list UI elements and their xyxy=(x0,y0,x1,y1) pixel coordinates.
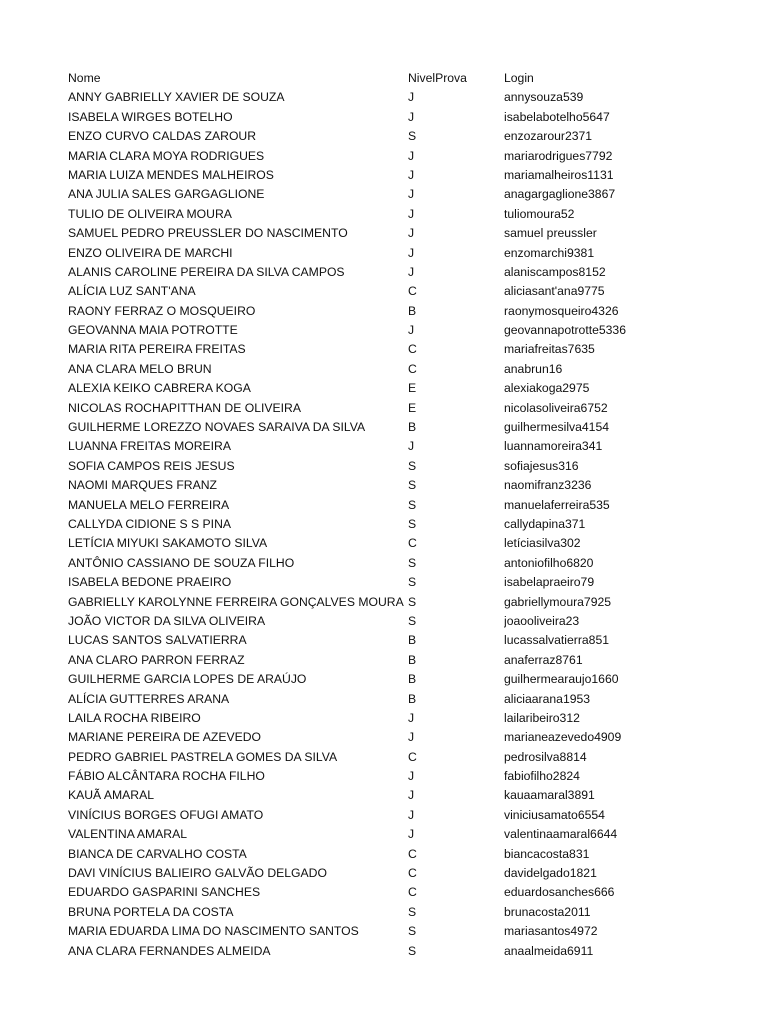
table-row xyxy=(68,437,748,456)
student-table xyxy=(68,69,748,961)
cell-nivel-prova: C xyxy=(408,866,417,881)
table-row xyxy=(68,302,748,321)
cell-login: samuel preussler xyxy=(504,226,597,241)
cell-login: anaferraz8761 xyxy=(504,652,583,667)
cell-nome: GABRIELLY KAROLYNNE FERREIRA GONÇALVES MOURA xyxy=(68,594,404,609)
table-row xyxy=(68,321,748,340)
table-row xyxy=(68,903,748,922)
cell-nivel-prova: J xyxy=(408,788,415,803)
cell-login: isabelapraeiro79 xyxy=(504,575,595,590)
cell-login: tuliomoura52 xyxy=(504,206,575,221)
table-row xyxy=(68,631,748,650)
cell-login: biancacosta831 xyxy=(504,846,590,861)
cell-login: mariamalheiros1131 xyxy=(504,167,614,182)
table-row xyxy=(68,690,748,709)
table-row xyxy=(68,864,748,883)
cell-login: guilhermesilva4154 xyxy=(504,420,610,435)
cell-nivel-prova: J xyxy=(408,245,415,260)
cell-nivel-prova: J xyxy=(408,710,415,725)
cell-nome: MANUELA MELO FERREIRA xyxy=(68,497,230,512)
cell-nivel-prova: J xyxy=(408,730,415,745)
table-row xyxy=(68,515,748,534)
cell-login: geovannapotrotte5336 xyxy=(504,323,626,338)
cell-nome: LAILA ROCHA RIBEIRO xyxy=(68,710,201,725)
cell-nome: ANNY GABRIELLY XAVIER DE SOUZA xyxy=(68,90,285,105)
table-row xyxy=(68,127,748,146)
cell-login: guilhermearaujo1660 xyxy=(504,672,619,687)
cell-nivel-prova: B xyxy=(408,633,417,648)
cell-login: nicolasoliveira6752 xyxy=(504,400,608,415)
table-row xyxy=(68,709,748,728)
cell-login: valentinaamaral6644 xyxy=(504,827,618,842)
cell-nome: LUANNA FREITAS MOREIRA xyxy=(68,439,231,454)
table-row xyxy=(68,573,748,592)
table-row xyxy=(68,399,748,418)
table-row xyxy=(68,534,748,553)
cell-login: antoniofilho6820 xyxy=(504,555,594,570)
table-row xyxy=(68,728,748,747)
cell-nome: ALEXIA KEIKO CABRERA KOGA xyxy=(68,381,251,396)
table-row xyxy=(68,340,748,359)
table-row xyxy=(68,166,748,185)
cell-nome: ANTÔNIO CASSIANO DE SOUZA FILHO xyxy=(68,555,295,570)
cell-nome: ENZO CURVO CALDAS ZAROUR xyxy=(68,129,257,144)
cell-nome: SOFIA CAMPOS REIS JESUS xyxy=(68,458,235,473)
cell-login: aliciasant'ana9775 xyxy=(504,284,605,299)
cell-nivel-prova: S xyxy=(408,613,417,628)
cell-login: anaalmeida6911 xyxy=(504,943,594,958)
cell-nivel-prova: S xyxy=(408,924,417,939)
cell-nivel-prova: J xyxy=(408,807,415,822)
table-row xyxy=(68,496,748,515)
cell-nivel-prova: S xyxy=(408,575,417,590)
cell-nome: CALLYDA CIDIONE S S PINA xyxy=(68,516,232,531)
table-row xyxy=(68,883,748,902)
cell-login: letíciasilva302 xyxy=(504,536,581,551)
cell-login: callydapina371 xyxy=(504,516,586,531)
header-nivel-prova: NivelProva xyxy=(408,71,467,85)
table-row xyxy=(68,244,748,263)
table-row xyxy=(68,418,748,437)
cell-nome: KAUÃ AMARAL xyxy=(68,788,155,803)
cell-nome: RAONY FERRAZ O MOSQUEIRO xyxy=(68,303,256,318)
cell-login: enzozarour2371 xyxy=(504,129,593,144)
cell-nome: MARIA CLARA MOYA RODRIGUES xyxy=(68,148,265,163)
cell-nivel-prova: B xyxy=(408,303,417,318)
table-row xyxy=(68,922,748,941)
table-row xyxy=(68,360,748,379)
cell-nivel-prova: E xyxy=(408,400,417,415)
cell-nivel-prova: S xyxy=(408,555,417,570)
table-header xyxy=(68,69,748,88)
cell-nivel-prova: S xyxy=(408,458,417,473)
cell-nivel-prova: S xyxy=(408,478,417,493)
cell-nome: VALENTINA AMARAL xyxy=(68,827,187,842)
cell-nome: GEOVANNA MAIA POTROTTE xyxy=(68,323,238,338)
table-row xyxy=(68,108,748,127)
cell-nome: ALÍCIA LUZ SANT'ANA xyxy=(68,284,196,299)
cell-nome: MARIA RITA PEREIRA FREITAS xyxy=(68,342,246,357)
cell-nome: ENZO OLIVEIRA DE MARCHI xyxy=(68,245,233,260)
cell-nivel-prova: J xyxy=(408,323,415,338)
cell-nome: GUILHERME LOREZZO NOVAES SARAIVA DA SILVA xyxy=(68,420,366,435)
table-row xyxy=(68,767,748,786)
table-row xyxy=(68,88,748,107)
cell-nivel-prova: S xyxy=(408,497,417,512)
cell-nome: JOÃO VICTOR DA SILVA OLIVEIRA xyxy=(68,613,266,628)
cell-nome: PEDRO GABRIEL PASTRELA GOMES DA SILVA xyxy=(68,749,338,764)
cell-nome: DAVI VINÍCIUS BALIEIRO GALVÃO DELGADO xyxy=(68,866,327,881)
cell-nome: TULIO DE OLIVEIRA MOURA xyxy=(68,206,232,221)
cell-nivel-prova: J xyxy=(408,226,415,241)
cell-nivel-prova: S xyxy=(408,594,417,609)
cell-nome: LETÍCIA MIYUKI SAKAMOTO SILVA xyxy=(68,536,268,551)
cell-nome: NAOMI MARQUES FRANZ xyxy=(68,478,217,493)
table-row xyxy=(68,612,748,631)
cell-nome: MARIANE PEREIRA DE AZEVEDO xyxy=(68,730,262,745)
cell-nivel-prova: C xyxy=(408,749,417,764)
cell-nome: ANA JULIA SALES GARGAGLIONE xyxy=(68,187,265,202)
cell-login: luannamoreira341 xyxy=(504,439,603,454)
cell-login: brunacosta2011 xyxy=(504,904,591,919)
cell-nome: MARIA EDUARDA LIMA DO NASCIMENTO SANTOS xyxy=(68,924,359,939)
cell-nivel-prova: J xyxy=(408,90,415,105)
table-row xyxy=(68,554,748,573)
table-row xyxy=(68,457,748,476)
cell-nivel-prova: C xyxy=(408,361,417,376)
cell-nome: NICOLAS ROCHAPITTHAN DE OLIVEIRA xyxy=(68,400,301,415)
cell-nivel-prova: J xyxy=(408,264,415,279)
cell-nivel-prova: J xyxy=(408,148,415,163)
cell-nivel-prova: J xyxy=(408,827,415,842)
cell-login: anabrun16 xyxy=(504,361,563,376)
cell-login: joaooliveira23 xyxy=(504,613,580,628)
cell-nome: ALANIS CAROLINE PEREIRA DA SILVA CAMPOS xyxy=(68,264,345,279)
cell-nivel-prova: E xyxy=(408,381,417,396)
cell-nivel-prova: C xyxy=(408,284,417,299)
cell-nome: EDUARDO GASPARINI SANCHES xyxy=(68,885,261,900)
cell-nome: ANA CLARO PARRON FERRAZ xyxy=(68,652,245,667)
cell-login: aliciaarana1953 xyxy=(504,691,591,706)
cell-login: lucassalvatierra851 xyxy=(504,633,610,648)
cell-login: naomifranz3236 xyxy=(504,478,592,493)
cell-login: alexiakoga2975 xyxy=(504,381,590,396)
table-row xyxy=(68,476,748,495)
cell-nivel-prova: C xyxy=(408,846,417,861)
cell-login: mariafreitas7635 xyxy=(504,342,595,357)
cell-login: mariasantos4972 xyxy=(504,924,598,939)
cell-nome: FÁBIO ALCÂNTARA ROCHA FILHO xyxy=(68,769,265,784)
cell-login: fabiofilho2824 xyxy=(504,769,580,784)
cell-login: sofiajesus316 xyxy=(504,458,579,473)
cell-login: raonymosqueiro4326 xyxy=(504,303,619,318)
cell-login: lailaribeiro312 xyxy=(504,710,580,725)
cell-login: manuelaferreira535 xyxy=(504,497,610,512)
cell-nome: ALÍCIA GUTTERRES ARANA xyxy=(68,691,230,706)
cell-nivel-prova: C xyxy=(408,885,417,900)
cell-nome: SAMUEL PEDRO PREUSSLER DO NASCIMENTO xyxy=(68,226,348,241)
cell-nivel-prova: C xyxy=(408,536,417,551)
table-row xyxy=(68,224,748,243)
cell-nivel-prova: B xyxy=(408,672,417,687)
cell-login: mariarodrigues7792 xyxy=(504,148,613,163)
header-login: Login xyxy=(504,71,534,85)
table-row xyxy=(68,942,748,961)
table-row xyxy=(68,845,748,864)
cell-login: alaniscampos8152 xyxy=(504,264,606,279)
cell-login: pedrosilva8814 xyxy=(504,749,587,764)
table-row xyxy=(68,263,748,282)
cell-nivel-prova: J xyxy=(408,439,415,454)
cell-login: eduardosanches666 xyxy=(504,885,615,900)
cell-nivel-prova: S xyxy=(408,943,417,958)
table-row xyxy=(68,185,748,204)
table-row xyxy=(68,205,748,224)
cell-nome: VINÍCIUS BORGES OFUGI AMATO xyxy=(68,807,264,822)
cell-nivel-prova: S xyxy=(408,129,417,144)
cell-login: marianeazevedo4909 xyxy=(504,730,622,745)
cell-nivel-prova: J xyxy=(408,167,415,182)
cell-login: kauaamaral3891 xyxy=(504,788,595,803)
cell-nome: BRUNA PORTELA DA COSTA xyxy=(68,904,234,919)
cell-nome: ISABELA BEDONE PRAEIRO xyxy=(68,575,232,590)
table-row xyxy=(68,825,748,844)
table-row xyxy=(68,379,748,398)
cell-nivel-prova: J xyxy=(408,187,415,202)
cell-nivel-prova: J xyxy=(408,769,415,784)
table-row xyxy=(68,670,748,689)
table-row xyxy=(68,282,748,301)
cell-login: enzomarchi9381 xyxy=(504,245,595,260)
cell-nivel-prova: J xyxy=(408,109,415,124)
table-row xyxy=(68,806,748,825)
cell-nome: BIANCA DE CARVALHO COSTA xyxy=(68,846,247,861)
table-row xyxy=(68,748,748,767)
cell-nome: ISABELA WIRGES BOTELHO xyxy=(68,109,233,124)
cell-nivel-prova: J xyxy=(408,206,415,221)
table-row xyxy=(68,786,748,805)
cell-nome: MARIA LUIZA MENDES MALHEIROS xyxy=(68,167,274,182)
header-nome: Nome xyxy=(68,71,101,85)
table-row xyxy=(68,651,748,670)
cell-nome: ANA CLARA MELO BRUN xyxy=(68,361,212,376)
cell-nivel-prova: B xyxy=(408,652,417,667)
cell-login: viniciusamato6554 xyxy=(504,807,605,822)
cell-nivel-prova: S xyxy=(408,516,417,531)
cell-nome: LUCAS SANTOS SALVATIERRA xyxy=(68,633,247,648)
cell-nivel-prova: B xyxy=(408,420,417,435)
cell-login: isabelabotelho5647 xyxy=(504,109,610,124)
table-row xyxy=(68,147,748,166)
cell-nome: GUILHERME GARCIA LOPES DE ARAÚJO xyxy=(68,672,307,687)
cell-nivel-prova: B xyxy=(408,691,417,706)
table-row xyxy=(68,593,748,612)
cell-login: annysouza539 xyxy=(504,90,584,105)
cell-login: anagargaglione3867 xyxy=(504,187,616,202)
cell-login: gabriellymoura7925 xyxy=(504,594,612,609)
cell-nome: ANA CLARA FERNANDES ALMEIDA xyxy=(68,943,271,958)
table-body xyxy=(68,88,748,961)
cell-nivel-prova: S xyxy=(408,904,417,919)
cell-login: davidelgado1821 xyxy=(504,866,597,881)
cell-nivel-prova: C xyxy=(408,342,417,357)
